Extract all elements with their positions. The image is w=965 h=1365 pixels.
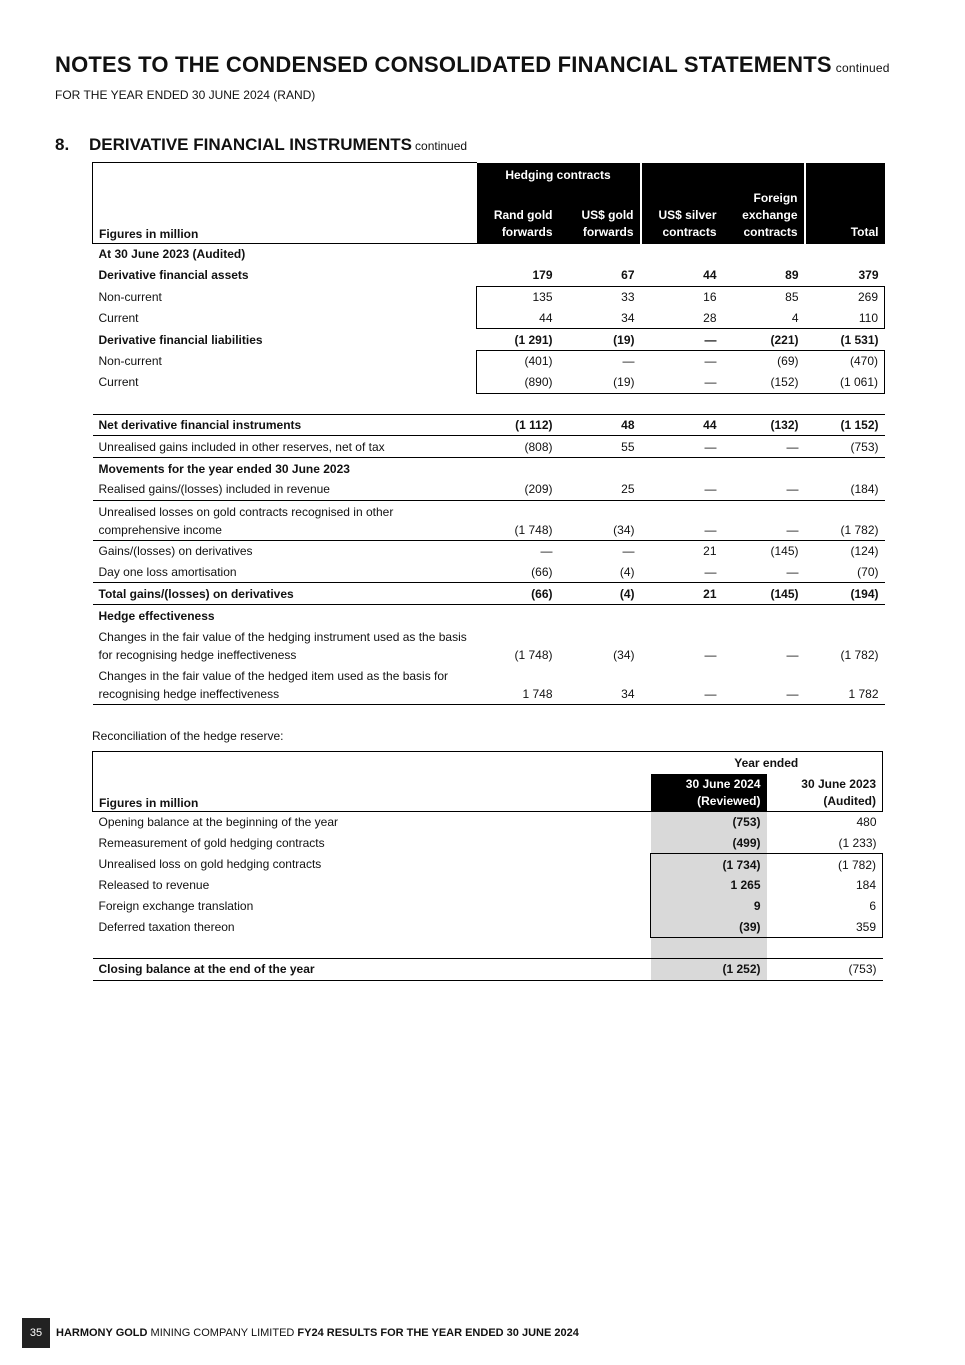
row-label: Gains/(losses) on derivatives xyxy=(93,540,477,561)
cell-value: 85 xyxy=(723,286,805,307)
cell-value: — xyxy=(723,436,805,458)
table-row xyxy=(93,329,885,351)
recon-figures-header: Figures in million xyxy=(93,774,651,812)
row-label: Unrealised loss on gold hedging contracts xyxy=(98,857,322,872)
cell-value xyxy=(559,244,641,265)
hedging-contracts-header: Hedging contracts xyxy=(477,163,641,188)
cell-value: 55 xyxy=(559,436,641,458)
row-label: Non-current xyxy=(98,354,162,369)
row-label: Derivative financial assets xyxy=(98,268,249,283)
cell-value: (69) xyxy=(723,350,805,371)
cell-value: (1 748) xyxy=(477,500,559,540)
page-title-suffix: continued xyxy=(835,61,890,75)
derivative-instruments-table xyxy=(92,162,885,705)
hedge-reserve-reconciliation-table xyxy=(92,751,883,981)
cell-value: (221) xyxy=(770,332,799,347)
figures-in-million-header: Figures in million xyxy=(93,187,477,244)
table-row xyxy=(93,854,883,875)
cell-value: (34) xyxy=(613,647,635,662)
row-label: Movements for the year ended 30 June 2023 xyxy=(93,458,477,479)
cell-value-2024: (1 252) xyxy=(651,959,767,981)
cell-value: (890) xyxy=(477,372,559,393)
section-number: 8. xyxy=(55,135,70,154)
spacer-row xyxy=(93,393,885,414)
row-label: Hedge effectiveness xyxy=(98,608,215,623)
cell-value: 21 xyxy=(641,583,723,605)
section-heading xyxy=(55,135,467,155)
footer-text xyxy=(56,1327,579,1339)
cell-value: 34 xyxy=(559,307,641,328)
col-header-usd-silver: US$ silver contracts xyxy=(641,187,723,244)
cell-value: (401) xyxy=(477,350,559,371)
cell-value: (184) xyxy=(850,482,879,497)
cell-value-2023: 184 xyxy=(767,875,883,896)
cell-value-2023: (1 233) xyxy=(838,836,877,851)
page-number: 35 xyxy=(22,1318,50,1348)
cell-value xyxy=(477,458,559,479)
row-label: Total gains/(losses) on derivatives xyxy=(93,583,477,605)
table-row xyxy=(93,812,883,833)
cell-value: 269 xyxy=(805,286,885,307)
table-row xyxy=(93,265,885,286)
table-row xyxy=(93,896,883,917)
cell-value-2023: (1 782) xyxy=(767,854,883,875)
table-row xyxy=(93,244,885,265)
cell-value-2023: 359 xyxy=(767,916,883,937)
cell-value: 44 xyxy=(641,414,723,436)
cell-value: — xyxy=(786,647,799,662)
cell-value: (1 061) xyxy=(805,372,885,393)
page-subtitle: FOR THE YEAR ENDED 30 JUNE 2024 (RAND) xyxy=(55,88,316,102)
cell-value: (145) xyxy=(723,540,805,561)
cell-value: (1 112) xyxy=(477,414,559,436)
row-label: Opening balance at the beginning of the year xyxy=(98,815,339,830)
cell-value: (152) xyxy=(723,372,805,393)
row-label: Derivative financial liabilities xyxy=(98,332,263,347)
row-label: Realised gains/(losses) included in revenue xyxy=(98,482,330,497)
col-header-total: Total xyxy=(805,187,885,244)
row-label: Net derivative financial instruments xyxy=(93,414,477,436)
cell-value-2024: (39) xyxy=(651,916,767,937)
cell-value xyxy=(723,244,805,265)
table-row xyxy=(93,372,885,393)
cell-value: 89 xyxy=(785,268,799,283)
table-row xyxy=(93,562,885,583)
cell-value xyxy=(805,244,885,265)
cell-value: (145) xyxy=(723,583,805,605)
col-header-forex: Foreign exchange contracts xyxy=(723,187,805,244)
cell-value: (66) xyxy=(477,583,559,605)
page-title-text: NOTES TO THE CONDENSED CONSOLIDATED FINANCIAL STATEMENTS xyxy=(55,52,832,77)
row-label: Changes in the fair value of the hedged item used as the basis for recognising hedge ineffectiveness xyxy=(93,665,477,705)
cell-value: — xyxy=(786,564,799,579)
cell-value: 25 xyxy=(621,482,635,497)
row-label: Changes in the fair value of the hedging instrument used as the basis for recognising hedge ineffectiveness xyxy=(98,629,467,662)
row-label: Foreign exchange translation xyxy=(98,899,254,914)
cell-value-2023: 6 xyxy=(767,896,883,917)
col-header-usd-gold: US$ gold forwards xyxy=(559,187,641,244)
cell-value: 44 xyxy=(477,307,559,328)
footer-report: FY24 RESULTS FOR THE YEAR ENDED 30 JUNE 2024 xyxy=(297,1327,579,1339)
cell-value: — xyxy=(704,332,717,347)
recon-header-blank xyxy=(93,752,651,775)
cell-value: — xyxy=(477,540,559,561)
cell-value: (1 291) xyxy=(514,332,553,347)
table-row xyxy=(93,665,885,705)
cell-value: (4) xyxy=(619,564,635,579)
cell-value-2024: 9 xyxy=(651,896,767,917)
page-title xyxy=(55,52,890,78)
cell-value: — xyxy=(641,436,723,458)
table-row xyxy=(93,916,883,937)
spacer-row xyxy=(93,938,883,959)
cell-value: 135 xyxy=(477,286,559,307)
cell-value-2024: (753) xyxy=(651,812,767,833)
cell-value: — xyxy=(786,482,799,497)
cell-value: (470) xyxy=(805,350,885,371)
cell-value: — xyxy=(559,350,641,371)
table-row xyxy=(93,833,883,854)
cell-value xyxy=(805,605,885,626)
col-header-2024: 30 June 2024 (Reviewed) xyxy=(651,774,767,812)
cell-value: (1 531) xyxy=(840,332,879,347)
cell-value: (1 782) xyxy=(840,647,879,662)
cell-value: — xyxy=(704,564,717,579)
cell-value: — xyxy=(559,540,641,561)
cell-value: (209) xyxy=(524,482,553,497)
cell-value: 179 xyxy=(532,268,553,283)
cell-value xyxy=(477,244,559,265)
cell-value: (66) xyxy=(531,564,553,579)
footer-company-bold: HARMONY GOLD xyxy=(56,1327,148,1339)
derivative-table-body xyxy=(93,244,885,705)
recon-caption: Reconciliation of the hedge reserve: xyxy=(92,729,284,743)
col-header-rand-gold: Rand gold forwards xyxy=(477,187,559,244)
cell-value: (70) xyxy=(857,564,879,579)
table-row xyxy=(93,286,885,307)
cell-value: (1 782) xyxy=(805,500,885,540)
cell-value-2023: (753) xyxy=(767,959,883,981)
row-label: Deferred taxation thereon xyxy=(98,920,235,935)
cell-value: 33 xyxy=(559,286,641,307)
cell-value: (19) xyxy=(613,332,635,347)
row-label: Non-current xyxy=(98,289,162,304)
row-label: Day one loss amortisation xyxy=(98,564,237,579)
cell-value: 110 xyxy=(805,307,885,328)
table-row xyxy=(93,605,885,626)
cell-value: — xyxy=(641,665,723,705)
cell-value: — xyxy=(641,500,723,540)
cell-value: 34 xyxy=(559,665,641,705)
table-row xyxy=(93,875,883,896)
header-dark-filler xyxy=(723,163,805,188)
cell-value xyxy=(559,458,641,479)
cell-value: 379 xyxy=(858,268,879,283)
cell-value: (753) xyxy=(805,436,885,458)
cell-value: (19) xyxy=(559,372,641,393)
cell-value: 21 xyxy=(641,540,723,561)
row-label: At 30 June 2023 (Audited) xyxy=(98,247,246,262)
row-label: Current xyxy=(98,311,139,326)
row-label: Released to revenue xyxy=(98,878,210,893)
header-dark-filler xyxy=(641,163,723,188)
cell-value xyxy=(477,605,559,626)
cell-value xyxy=(641,244,723,265)
table-row xyxy=(93,959,883,981)
row-label: Closing balance at the end of the year xyxy=(93,959,651,981)
cell-value xyxy=(723,605,805,626)
cell-value-2024: (499) xyxy=(651,833,767,854)
row-label: Unrealised losses on gold contracts recognised in other comprehensive income xyxy=(93,500,477,540)
cell-value: 16 xyxy=(641,286,723,307)
cell-value: 1 782 xyxy=(805,665,885,705)
cell-value xyxy=(805,458,885,479)
cell-value-2023: 480 xyxy=(856,815,877,830)
row-label: Remeasurement of gold hedging contracts xyxy=(98,836,325,851)
cell-value: — xyxy=(704,482,717,497)
section-title-suffix: continued xyxy=(415,139,468,153)
table-row xyxy=(93,436,885,458)
row-label: Unrealised gains included in other reserves, net of tax xyxy=(93,436,477,458)
header-blank xyxy=(93,163,477,188)
cell-value: — xyxy=(704,647,717,662)
cell-value: — xyxy=(723,665,805,705)
cell-value: (34) xyxy=(559,500,641,540)
table-row xyxy=(93,458,885,479)
cell-value xyxy=(723,458,805,479)
table-row xyxy=(93,307,885,328)
col-header-2023: 30 June 2023 (Audited) xyxy=(767,774,883,812)
row-label: Current xyxy=(98,375,139,390)
cell-value-2024: (1 734) xyxy=(651,854,767,875)
cell-value xyxy=(641,458,723,479)
cell-value: (4) xyxy=(559,583,641,605)
cell-value xyxy=(641,605,723,626)
cell-value: (1 152) xyxy=(805,414,885,436)
cell-value: — xyxy=(641,350,723,371)
cell-value: (1 748) xyxy=(514,647,553,662)
header-dark-filler xyxy=(805,163,885,188)
cell-value: 4 xyxy=(723,307,805,328)
section-title-text: DERIVATIVE FINANCIAL INSTRUMENTS xyxy=(89,135,413,154)
recon-table-body xyxy=(93,812,883,981)
footer-company-rest: MINING COMPANY LIMITED xyxy=(150,1327,295,1339)
year-ended-header: Year ended xyxy=(651,752,883,775)
table-row xyxy=(93,414,885,436)
table-row xyxy=(93,479,885,500)
cell-value: 1 748 xyxy=(477,665,559,705)
table-row xyxy=(93,583,885,605)
cell-value: — xyxy=(723,500,805,540)
table-row xyxy=(93,500,885,540)
cell-value: 48 xyxy=(559,414,641,436)
page-footer xyxy=(22,1318,579,1348)
cell-value: 28 xyxy=(641,307,723,328)
cell-value: (808) xyxy=(477,436,559,458)
table-row xyxy=(93,350,885,371)
cell-value: — xyxy=(641,372,723,393)
cell-value: (132) xyxy=(723,414,805,436)
cell-value: 67 xyxy=(621,268,635,283)
cell-value: (194) xyxy=(805,583,885,605)
table-row xyxy=(93,540,885,561)
cell-value: 44 xyxy=(703,268,717,283)
cell-value-2024: 1 265 xyxy=(651,875,767,896)
cell-value xyxy=(559,605,641,626)
table-row xyxy=(93,626,885,665)
cell-value: (124) xyxy=(805,540,885,561)
